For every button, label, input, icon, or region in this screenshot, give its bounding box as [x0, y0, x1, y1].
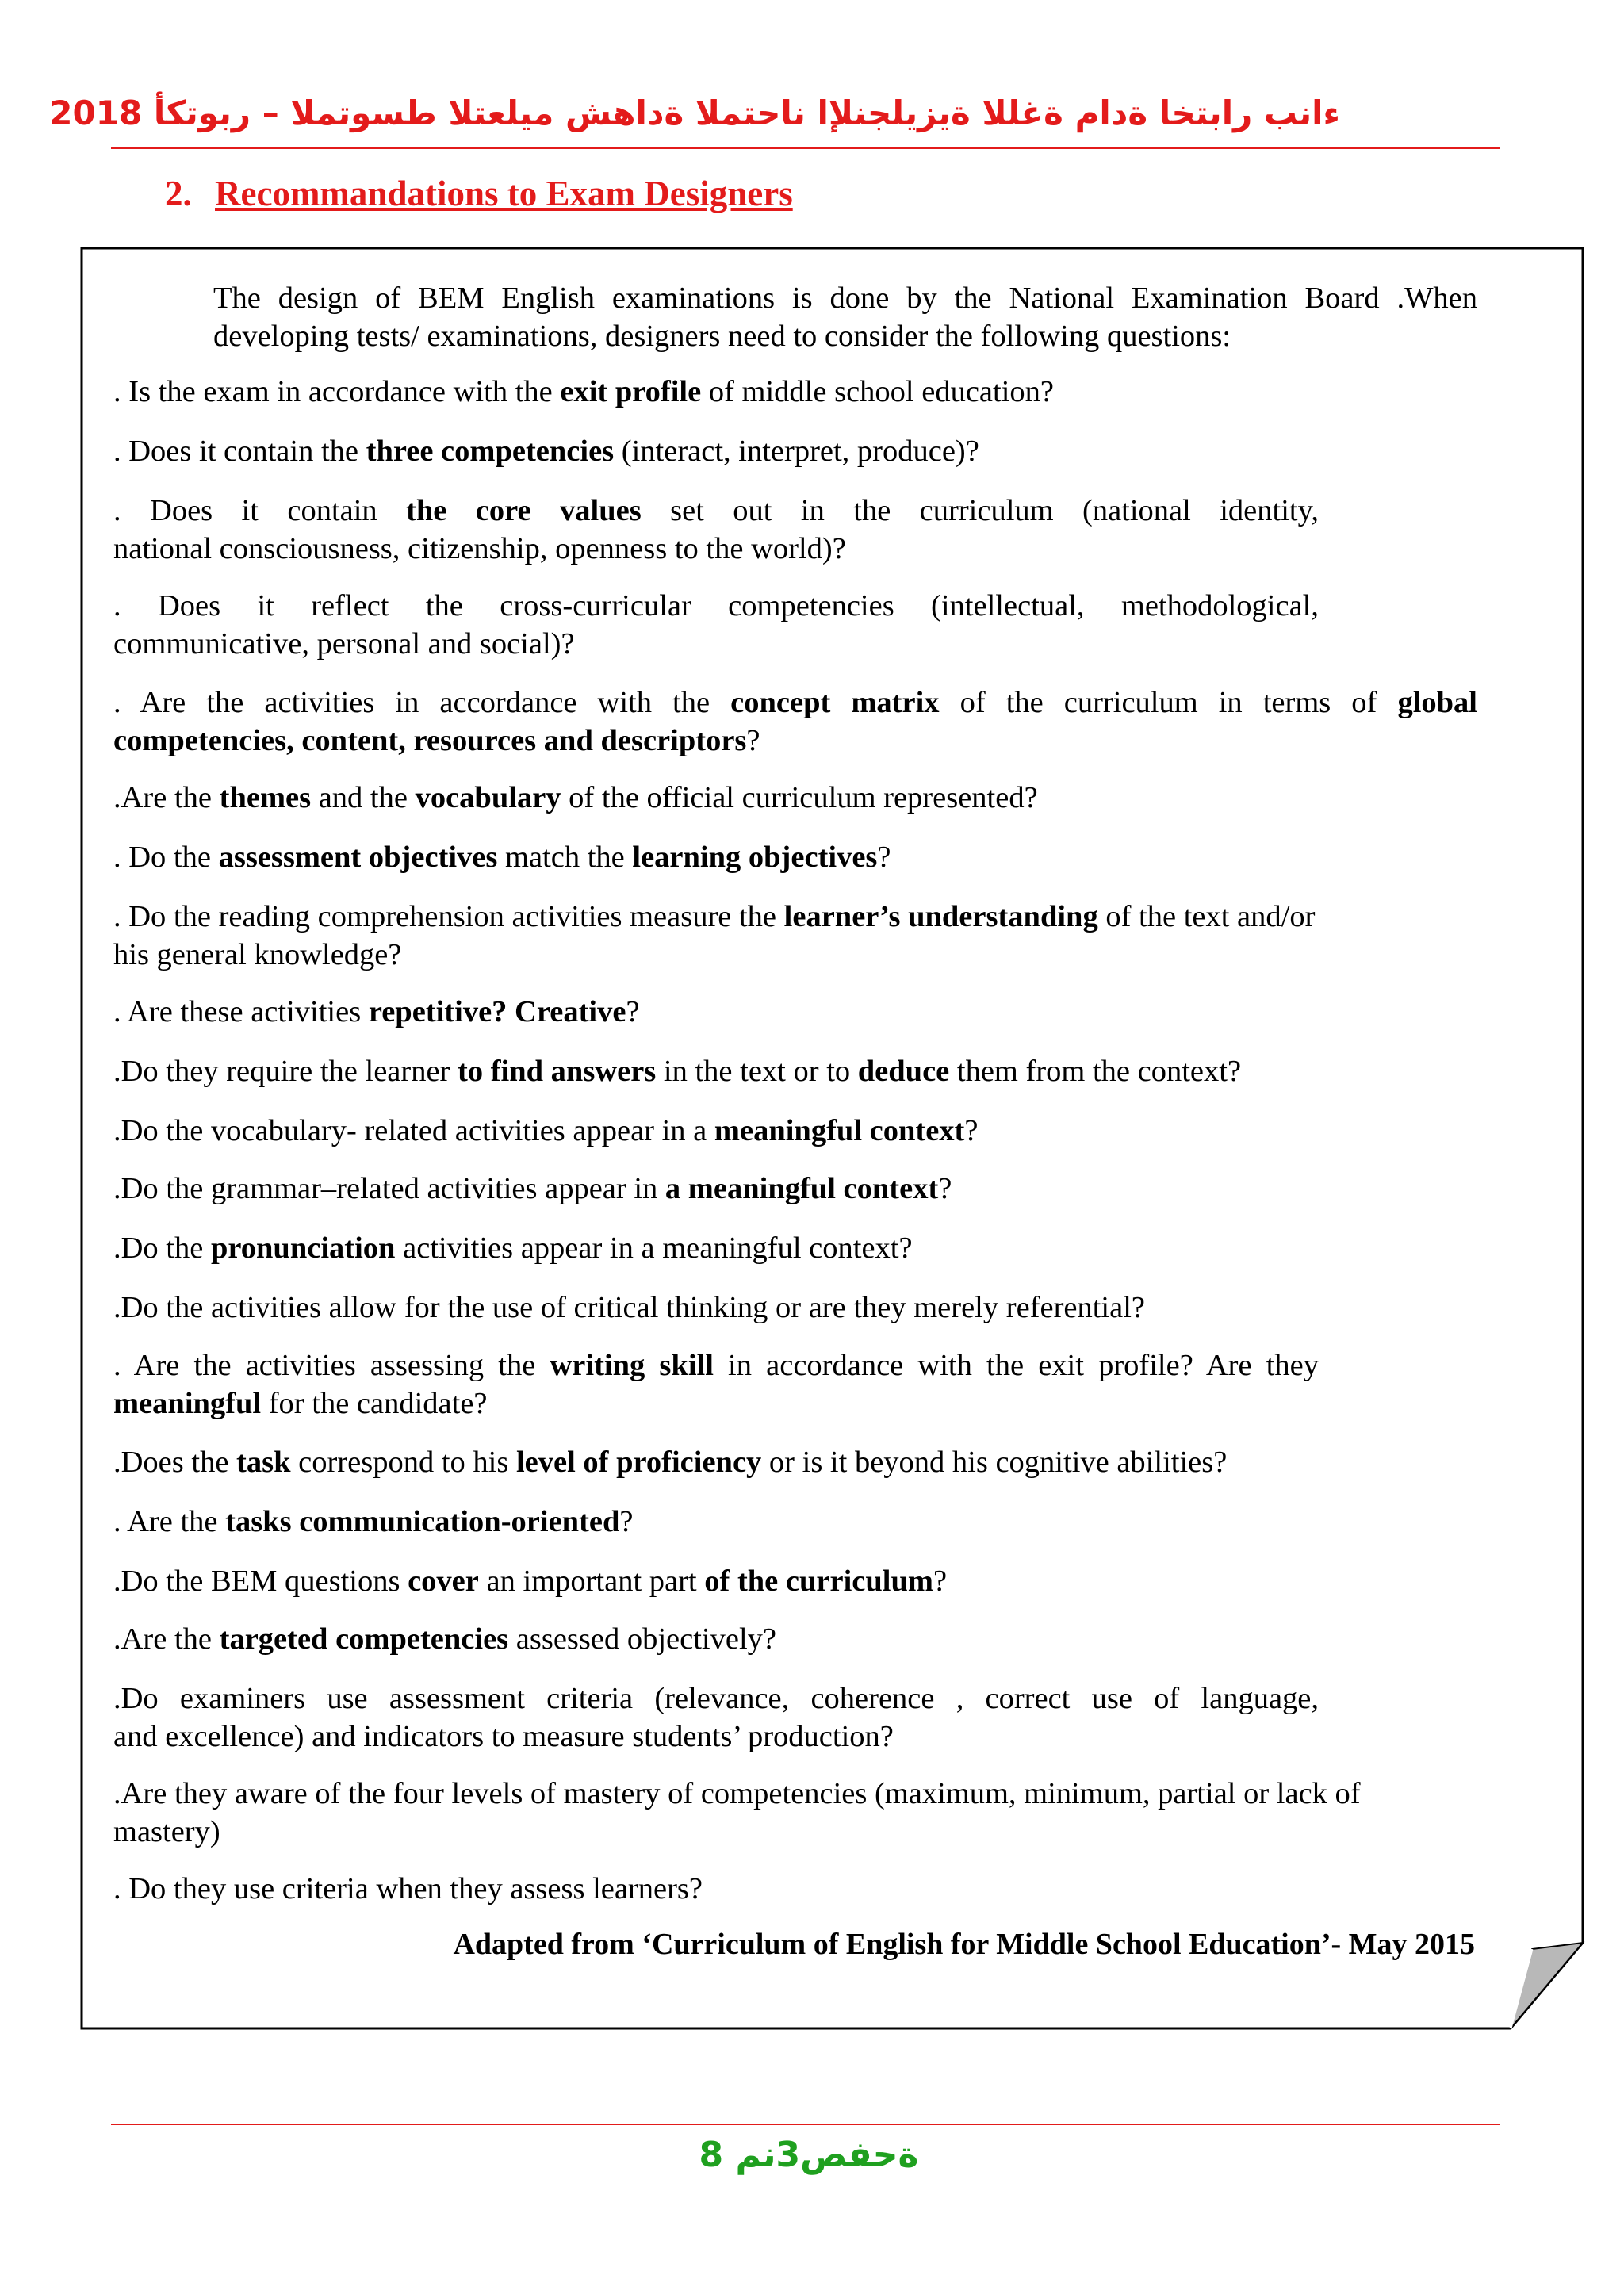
question-3-line-1: . Does it contain the core values set out in the curriculum (national identity, [113, 494, 1319, 527]
intro-line-1: The design of BEM English examinations is done by the National Examination Board .When [213, 281, 1477, 315]
question-1: . Is the exam in accordance with the exit profile of middle school education? [113, 375, 1054, 408]
question-20-line-2: and excellence) and indicators to measure students’ production? [113, 1720, 894, 1753]
question-19: .Are the targeted competencies assessed objectively? [113, 1622, 776, 1656]
question-6: .Are the themes and the vocabulary of the official curriculum represented? [113, 781, 1038, 814]
question-14: .Do the activities allow for the use of critical thinking or are they merely referential? [113, 1291, 1145, 1324]
question-20-line-1: .Do examiners use assessment criteria (relevance, coherence , correct use of language, [113, 1682, 1319, 1715]
question-16: .Does the task correspond to his level of proficiency or is it beyond his cognitive abilities? [113, 1446, 1228, 1479]
question-17: . Are the tasks communication-oriented? [113, 1505, 634, 1538]
question-15-line-1: . Are the activities assessing the writing skill in accordance with the exit profile? Are they [113, 1349, 1319, 1382]
question-13: .Do the pronunciation activities appear in a meaningful context? [113, 1231, 913, 1265]
question-11: .Do the vocabulary- related activities appear in a meaningful context? [113, 1114, 979, 1147]
question-7: . Do the assessment objectives match the learning objectives? [113, 841, 891, 874]
question-4-line-1: . Does it reflect the cross-curricular competencies (intellectual, methodological, [113, 589, 1319, 622]
question-5-line-1: . Are the activities in accordance with the concept matrix of the curriculum in terms of global [113, 686, 1477, 719]
question-10: .Do they require the learner to find answers in the text or to deduce them from the context? [113, 1055, 1242, 1088]
question-18: .Do the BEM questions cover an important part of the curriculum? [113, 1564, 948, 1598]
question-5-line-2: competencies, content, resources and descriptors? [113, 724, 760, 757]
section-number: 2. [165, 174, 192, 213]
question-8-line-1: . Do the reading comprehension activities measure the learner’s understanding of the text and/or [113, 900, 1316, 933]
question-2: . Does it contain the three competencies (interact, interpret, produce)? [113, 435, 979, 468]
source-credit: Adapted from ‘Curriculum of English for Middle School Education’- May 2015 [453, 1928, 1475, 1961]
question-3-line-2: national consciousness, citizenship, openness to the world)? [113, 532, 846, 565]
question-21-line-2: mastery) [113, 1815, 220, 1848]
intro-line-2: developing tests/ examinations, designers need to consider the following questions: [213, 320, 1231, 353]
page-label: ةحفص3نم [735, 2135, 919, 2175]
question-9: . Are these activities repetitive? Creative? [113, 995, 640, 1028]
question-4-line-2: communicative, personal and social)? [113, 627, 575, 661]
question-21-line-1: .Are they aware of the four levels of mastery of competencies (maximum, minimum, partial or lack of [113, 1777, 1361, 1810]
footer-divider [111, 2124, 1500, 2125]
page-number: 8 [699, 2135, 724, 2175]
page-footer [555, 2135, 1063, 2175]
section-title: Recommandations to Exam Designers [215, 174, 793, 213]
question-15-line-2: meaningful for the candidate? [113, 1387, 488, 1420]
question-8-line-2: his general knowledge? [113, 938, 402, 971]
question-12: .Do the grammar–related activities appear in a meaningful context? [113, 1172, 952, 1205]
header-title: ءانب رابتخا ةدام ةغللا ةيزيلجنلإا ناحتملا ةداهش ميلعتلا طسوتملا – ربوتكأ 2018 [49, 94, 1340, 132]
question-22: . Do they use criteria when they assess learners? [113, 1872, 703, 1905]
